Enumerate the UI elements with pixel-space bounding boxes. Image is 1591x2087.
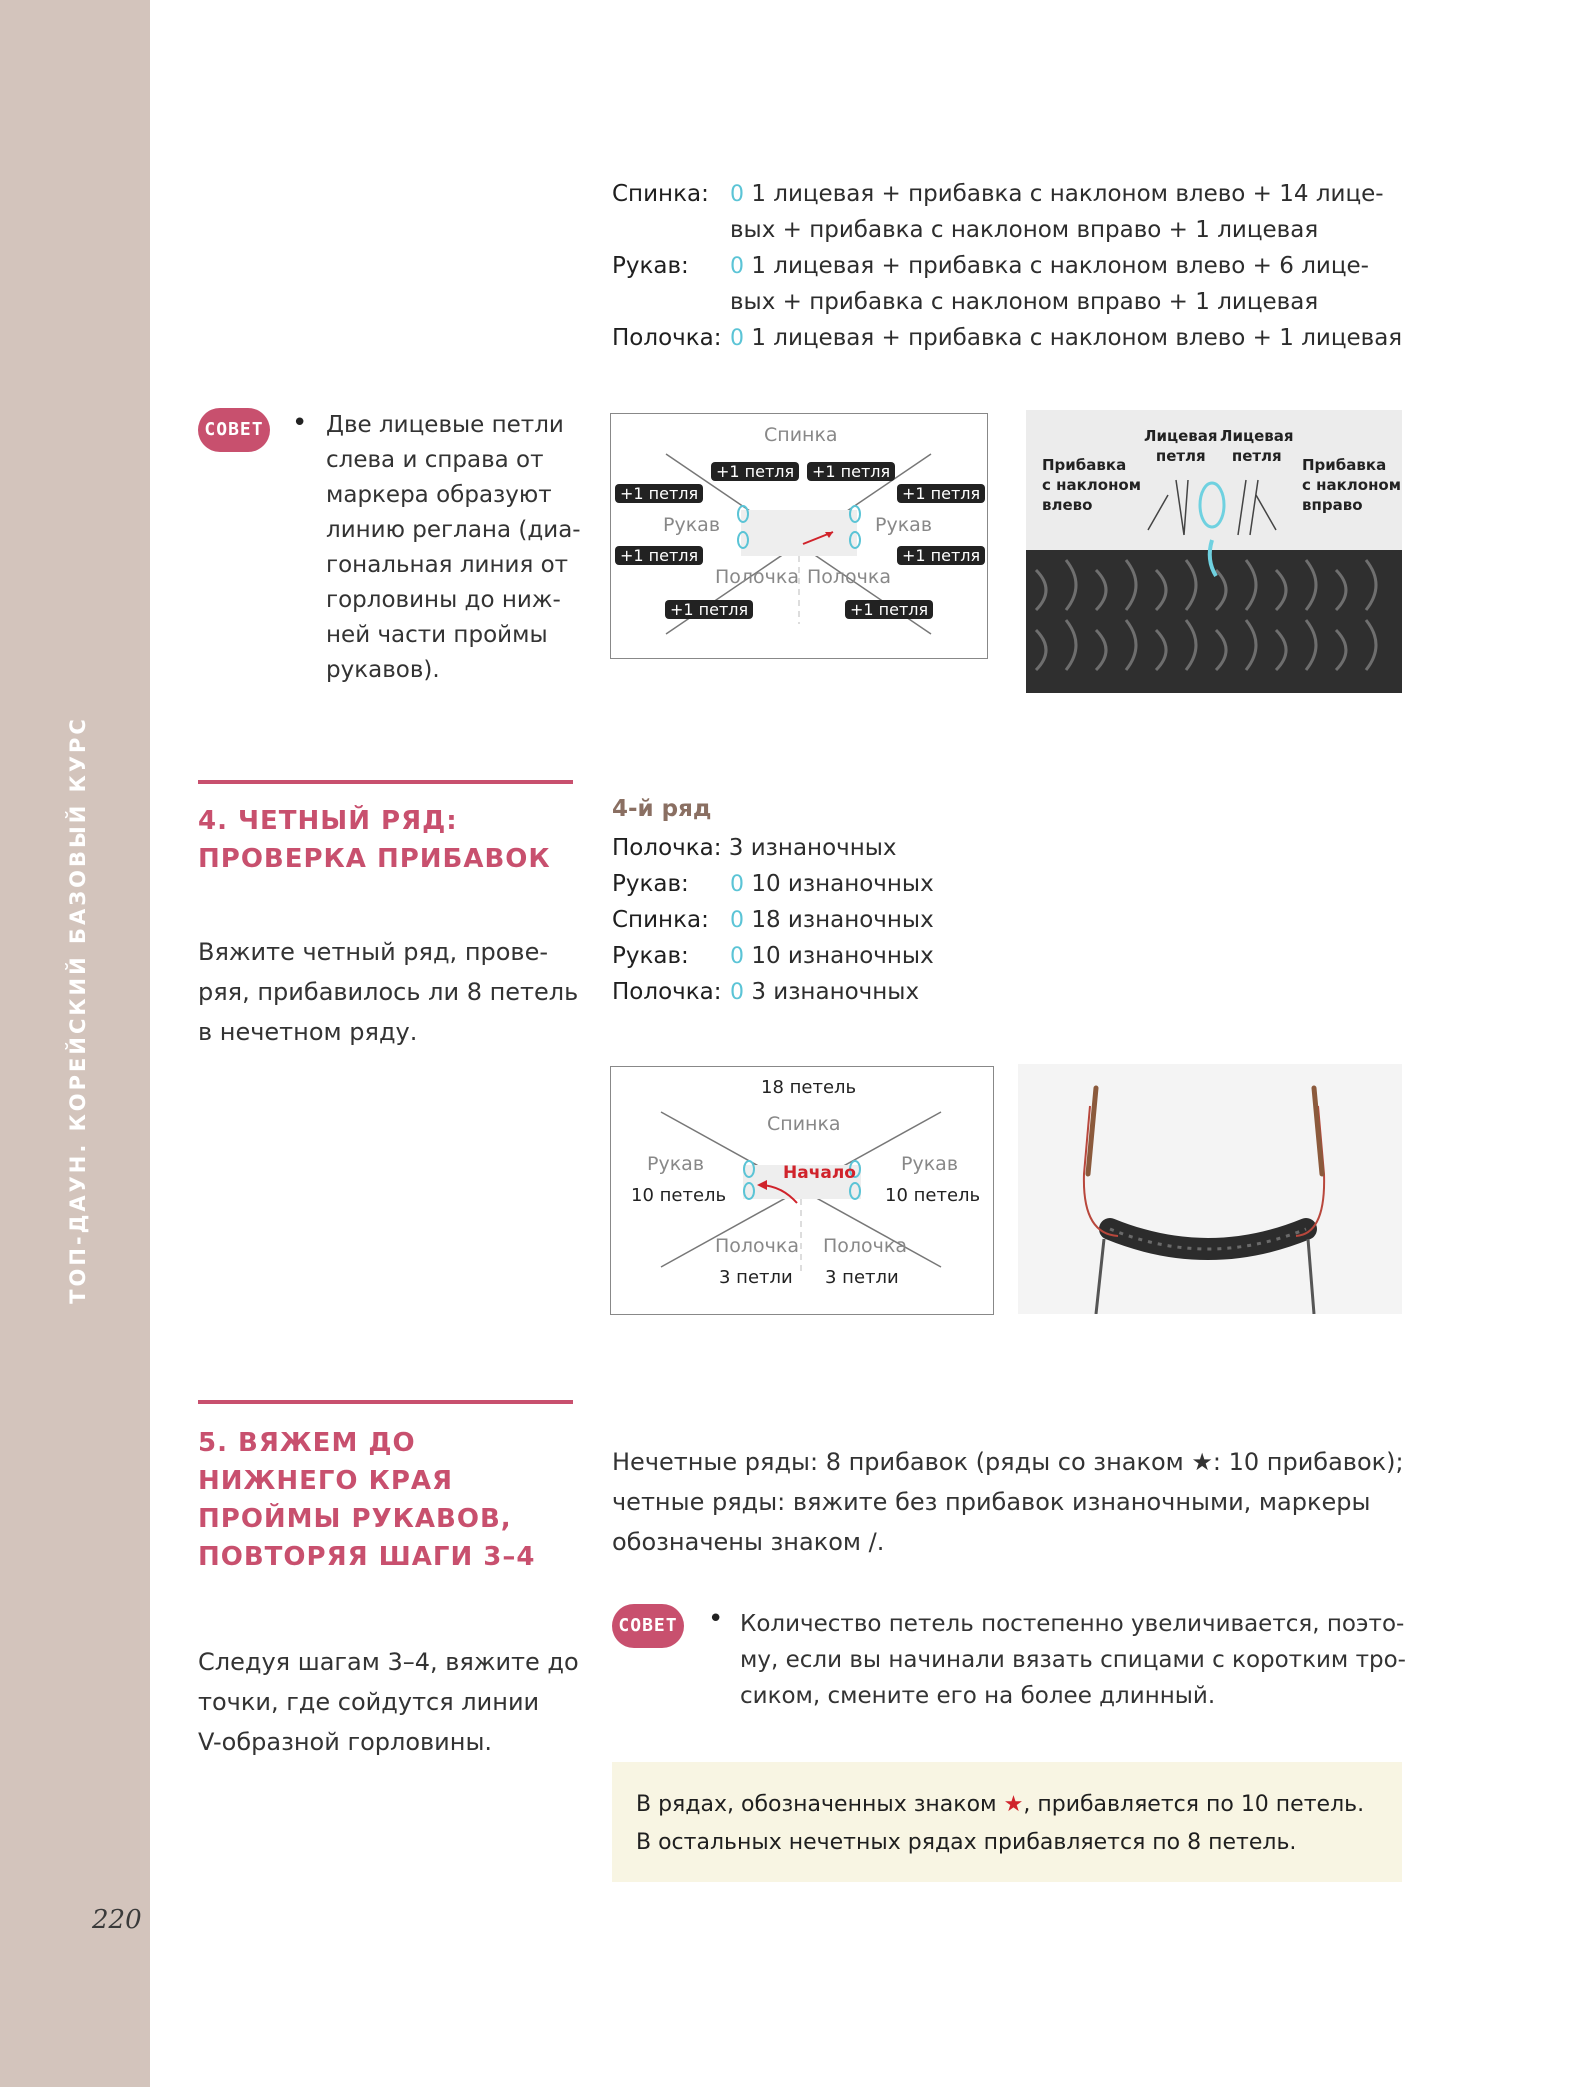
row-count-line: Полочка: 0 3 изнаночных	[612, 979, 920, 1005]
sleeve-right-label: Рукав	[901, 1153, 959, 1175]
front-right-count: 3 петли	[825, 1267, 899, 1288]
increase-tag: +1 петля	[845, 600, 933, 619]
stitch-photo	[1026, 410, 1402, 693]
section-5-heading: 5. ВЯЖЕМ ДО НИЖНЕГО КРАЯ ПРОЙМЫ РУКАВОВ, ПОВТОРЯЯ ШАГИ 3–4	[198, 1428, 536, 1572]
tip-badge: СОВЕТ	[198, 408, 270, 452]
marker-icon: 0	[730, 908, 744, 933]
tip-text: Две лицевые петли слева и справа от маркера образуют линию реглана (диа- гональная линия от горловины до ниж- ней части проймы рукавов).	[326, 412, 581, 683]
row-4-title: 4-й ряд	[612, 796, 712, 822]
stitch-count-diagram	[610, 1066, 994, 1315]
sleeve-right-label: Рукав	[875, 514, 933, 536]
increase-tag: +1 петля	[665, 600, 753, 619]
section-rule	[198, 780, 573, 784]
raglan-diagram	[610, 413, 988, 659]
step3-line: Спинка: 0 1 лицевая + прибавка с наклоном влево + 14 лице-	[612, 181, 1384, 207]
circular-needle-image	[1018, 1064, 1402, 1314]
increase-tag: +1 петля	[897, 546, 985, 565]
increase-tag: +1 петля	[615, 484, 703, 503]
back-label: Спинка	[767, 1113, 841, 1135]
row-count-line: Рукав: 0 10 изнаночных	[612, 943, 934, 969]
increase-tag: +1 петля	[897, 484, 985, 503]
section-5-body: Следуя шагам 3–4, вяжите до точки, где сойдутся линии V-образной горловины.	[198, 1648, 579, 1756]
tip-badge: СОВЕТ	[612, 1604, 684, 1648]
chapter-title: ТОП-ДАУН. КОРЕЙСКИЙ БАЗОВЫЙ КУРС	[66, 716, 90, 1304]
increase-tag: +1 петля	[807, 462, 895, 481]
marker-icon: 0	[730, 872, 744, 897]
marker-icon: 0	[730, 944, 744, 969]
row-count-line: Спинка: 0 18 изнаночных	[612, 907, 934, 933]
note-line: В рядах, обозначенных знаком ★, прибавляется по 10 петель.	[636, 1792, 1365, 1817]
section-rule	[198, 1400, 573, 1404]
front-right-label: Полочка	[823, 1235, 908, 1257]
sleeve-left-count: 10 петель	[631, 1185, 727, 1206]
increase-tag: +1 петля	[711, 462, 799, 481]
step3-line: Рукав: 0 1 лицевая + прибавка с наклоном влево + 6 лице-	[612, 253, 1369, 279]
front-right-label: Полочка	[807, 566, 892, 588]
step3-line: Полочка: 0 1 лицевая + прибавка с наклоном влево + 1 лицевая	[612, 325, 1403, 351]
row-count-line: Полочка: 3 изнаночных	[612, 835, 897, 861]
increase-tag: +1 петля	[615, 546, 703, 565]
front-left-label: Полочка	[715, 1235, 800, 1257]
star-icon: ★	[1003, 1792, 1024, 1817]
step3-line: вых + прибавка с наклоном вправо + 1 лицевая	[730, 289, 1319, 315]
page-number: 220	[92, 1905, 142, 1935]
bullet: •	[292, 408, 308, 438]
sleeve-right-count: 10 петель	[885, 1185, 981, 1206]
start-label: Начало	[783, 1163, 856, 1183]
bullet: •	[708, 1604, 724, 1634]
label-knit-stitch: Лицевая петля	[1220, 427, 1294, 465]
section-4-heading: 4. ЧЕТНЫЙ РЯД: ПРОВЕРКА ПРИБАВОК	[198, 806, 551, 874]
note-box	[612, 1762, 1402, 1882]
section-4-body: Вяжите четный ряд, прове- ряя, прибавилось ли 8 петель в нечетном ряду.	[198, 938, 579, 1046]
front-left-count: 3 петли	[719, 1267, 793, 1288]
note-line: В остальных нечетных рядах прибавляется по 8 петель.	[636, 1830, 1297, 1855]
sleeve-left-label: Рукав	[663, 514, 721, 536]
marker-icon: 0	[730, 182, 744, 207]
tip-text: Количество петель постепенно увеличивается, поэто- му, если вы начинали вязать спицами с коротким тро- сиком, смените его на более длинный.	[740, 1611, 1406, 1709]
sleeve-left-label: Рукав	[647, 1153, 705, 1175]
label-left-increase: Прибавка с наклоном влево	[1042, 456, 1142, 514]
marker-icon: 0	[730, 254, 744, 279]
back-count: 18 петель	[761, 1077, 857, 1098]
section-5-instructions: Нечетные ряды: 8 прибавок (ряды со знаком ★: 10 прибавок); четные ряды: вяжите без прибавок изнаночными, маркеры обозначены знаком /.	[612, 1448, 1404, 1556]
needles-photo	[1018, 1064, 1402, 1314]
front-left-label: Полочка	[715, 566, 800, 588]
marker-icon: 0	[730, 326, 744, 351]
row-count-line: Рукав: 0 10 изнаночных	[612, 871, 934, 897]
marker-icon: 0	[730, 980, 744, 1005]
raglan-diagram-svg	[611, 414, 987, 658]
back-label: Спинка	[764, 424, 838, 446]
step3-line: вых + прибавка с наклоном вправо + 1 лицевая	[730, 217, 1319, 243]
label-knit-stitch: Лицевая петля	[1144, 427, 1218, 465]
label-right-increase: Прибавка с наклоном вправо	[1302, 456, 1402, 514]
